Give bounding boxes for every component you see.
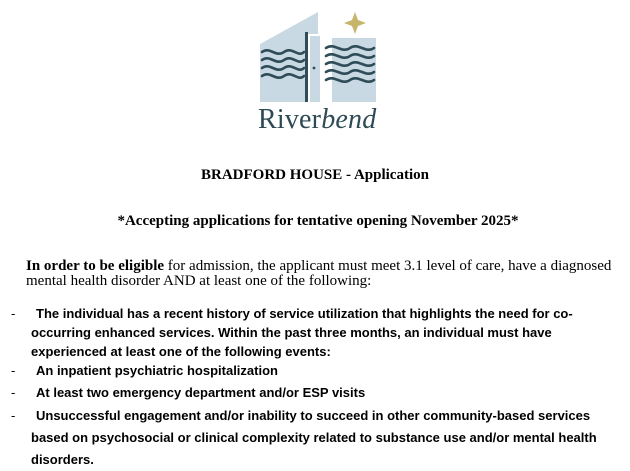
criterion-text: An inpatient psychiatric hospitalization — [36, 363, 278, 378]
criterion-text: Unsuccessful engagement and/or inability to succeed in other community-based services based on psychosocial or clinical complexity related to substance use and/or mental health disorders. — [31, 408, 597, 467]
bullet-dash: - — [11, 363, 16, 378]
criterion-text: The individual has a recent history of service utilization that highlights the need for co-occurring enhanced services. Within the past three months, an individual must have experienced at least one of the following events: — [31, 306, 573, 359]
bullet-dash: - — [11, 385, 16, 400]
criterion-text: At least two emergency department and/or ESP visits — [36, 385, 366, 400]
riverbend-logo-icon — [256, 8, 382, 108]
logo-wordmark: Riverbend — [258, 104, 377, 135]
eligibility-intro-text: for admission, the applicant must meet 3.1 level of care, have a diagnosed mental health disorder AND at least one of the following: — [26, 258, 612, 289]
logo — [0, 0, 630, 140]
eligibility-intro — [26, 259, 616, 289]
document-title: BRADFORD HOUSE - Application — [201, 167, 429, 183]
bullet-dash: - — [11, 408, 16, 423]
star-icon — [344, 12, 366, 34]
eligibility-intro-bold: In order to be eligible — [26, 258, 165, 274]
eligibility-criteria-list — [0, 304, 630, 471]
opening-notice: *Accepting applications for tentative opening November 2025* — [117, 213, 519, 229]
list-item — [0, 405, 630, 471]
list-item — [0, 383, 630, 405]
list-item — [0, 361, 630, 383]
list-item — [0, 304, 630, 361]
bullet-dash: - — [11, 306, 16, 321]
